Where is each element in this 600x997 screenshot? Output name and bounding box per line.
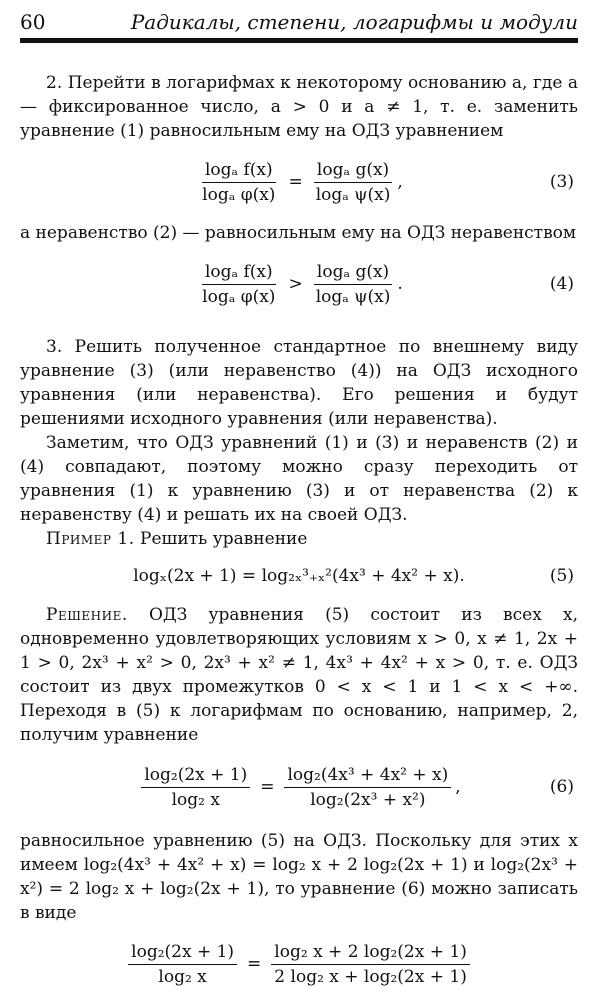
eq3-lhs-numerator: logₐ f(x): [202, 160, 276, 183]
eq3-lhs-denominator: logₐ φ(x): [202, 184, 276, 205]
eq6-lhs-numerator: log₂(2x + 1): [141, 765, 250, 788]
eq7-operator: =: [247, 954, 262, 974]
eq6-rhs-denominator: log₂(2x³ + x²): [310, 789, 426, 810]
solution-label: Решение.: [46, 605, 128, 625]
eq4-lhs-denominator: logₐ φ(x): [202, 286, 276, 307]
eq4-operator: >: [288, 274, 303, 294]
eq3-rhs-denominator: logₐ ψ(x): [315, 184, 391, 205]
solution-text: ОДЗ уравнения (5) состоит из всех x, одновременно удовлетворяющих условиям x > 0, x ≠ 1, 2x + 1 > 0, 2x³ + x² > 0, 2x³ + x² ≠ 1, 4x³ + 4x² + x > 0, т. е. ОДЗ состоит из двух промежутков 0 < x < 1 и 1 < x < +∞. Переходя в (5) к логарифмам по основанию, например, 2, получим уравнение: [20, 605, 578, 745]
eq5-text: logₓ(2x + 1) = log₂ₓ³₊ₓ²(4x³ + 4x² + x).: [133, 566, 465, 586]
eq3-rhs-numerator: logₐ g(x): [314, 160, 392, 183]
eq7-lhs-numerator: log₂(2x + 1): [128, 942, 237, 965]
paragraph-step-2: 2. Перейти в логарифмах к некоторому основанию a, где a — фиксированное число, a > 0 и a ≠ 1, т. е. заменить уравнение (1) равносильным ему на ОДЗ уравнением: [20, 73, 578, 141]
eq4-lhs-fraction: [199, 262, 278, 307]
eq7-rhs-numerator: log₂ x + 2 log₂(2x + 1): [271, 942, 470, 965]
eq7-lhs-fraction: [128, 942, 237, 987]
equation-7: [20, 931, 578, 997]
solution-paragraph: [20, 603, 578, 747]
equation-4: [20, 251, 578, 317]
eq4-rhs-denominator: logₐ ψ(x): [315, 286, 391, 307]
eq7-rhs-denominator: 2 log₂ x + log₂(2x + 1): [274, 966, 467, 987]
header-rule: [20, 38, 578, 43]
eq3-tail: ,: [397, 172, 403, 192]
eq6-number: (6): [549, 777, 574, 797]
eq6-lhs-denominator: log₂ x: [171, 789, 220, 810]
eq4-number: (4): [549, 274, 574, 294]
example-label: Пример 1.: [46, 529, 135, 549]
equation-6: [20, 753, 578, 821]
eq6-rhs-numerator: log₂(4x³ + 4x² + x): [284, 765, 451, 788]
eq4-tail: .: [397, 274, 403, 294]
eq4-rhs-numerator: logₐ g(x): [314, 262, 392, 285]
equation-3: [20, 149, 578, 215]
eq7-rhs-fraction: [271, 942, 470, 987]
eq6-lhs-fraction: [141, 765, 250, 810]
eq4-lhs-numerator: logₐ f(x): [202, 262, 276, 285]
paragraph-step-3: 3. Решить полученное стандартное по внешнему виду уравнение (3) (или неравенство (4)) на ОДЗ исходного уравнения (или неравенства). Его решения и будут решениями исходного уравнения (или неравенства).: [20, 337, 578, 429]
paragraph-equivalent: равносильное уравнению (5) на ОДЗ. Поскольку для этих x имеем log₂(4x³ + 4x² + x) = log₂ x + 2 log₂(2x + 1) и log₂(2x³ + x²) = 2 log₂ x + log₂(2x + 1), то уравнение (6) можно записать в виде: [20, 831, 578, 923]
equation-5: [20, 555, 578, 597]
eq3-rhs-fraction: [313, 160, 394, 205]
eq4-rhs-fraction: [313, 262, 394, 307]
example-line: [20, 527, 578, 551]
eq7-lhs-denominator: log₂ x: [158, 966, 207, 987]
eq5-number: (5): [549, 566, 574, 586]
running-header: [20, 0, 578, 34]
eq6-operator: =: [260, 777, 275, 797]
paragraph-inequality: а неравенство (2) — равносильным ему на ОДЗ неравенством: [20, 223, 577, 243]
eq3-operator: =: [288, 172, 303, 192]
eq6-tail: ,: [455, 777, 461, 797]
paragraph-remark: Заметим, что ОДЗ уравнений (1) и (3) и неравенств (2) и (4) совпадают, поэтому можно сразу переходить от уравнения (1) к уравнению (3) и от неравенства (2) к неравенству (4) и решать их на своей ОДЗ.: [20, 433, 578, 525]
page-number: 60: [20, 10, 46, 34]
eq3-number: (3): [549, 172, 574, 192]
running-title: Радикалы, степени, логарифмы и модули: [130, 10, 578, 34]
example-text: Решить уравнение: [134, 529, 308, 549]
eq6-rhs-fraction: [284, 765, 451, 810]
eq3-lhs-fraction: [199, 160, 278, 205]
